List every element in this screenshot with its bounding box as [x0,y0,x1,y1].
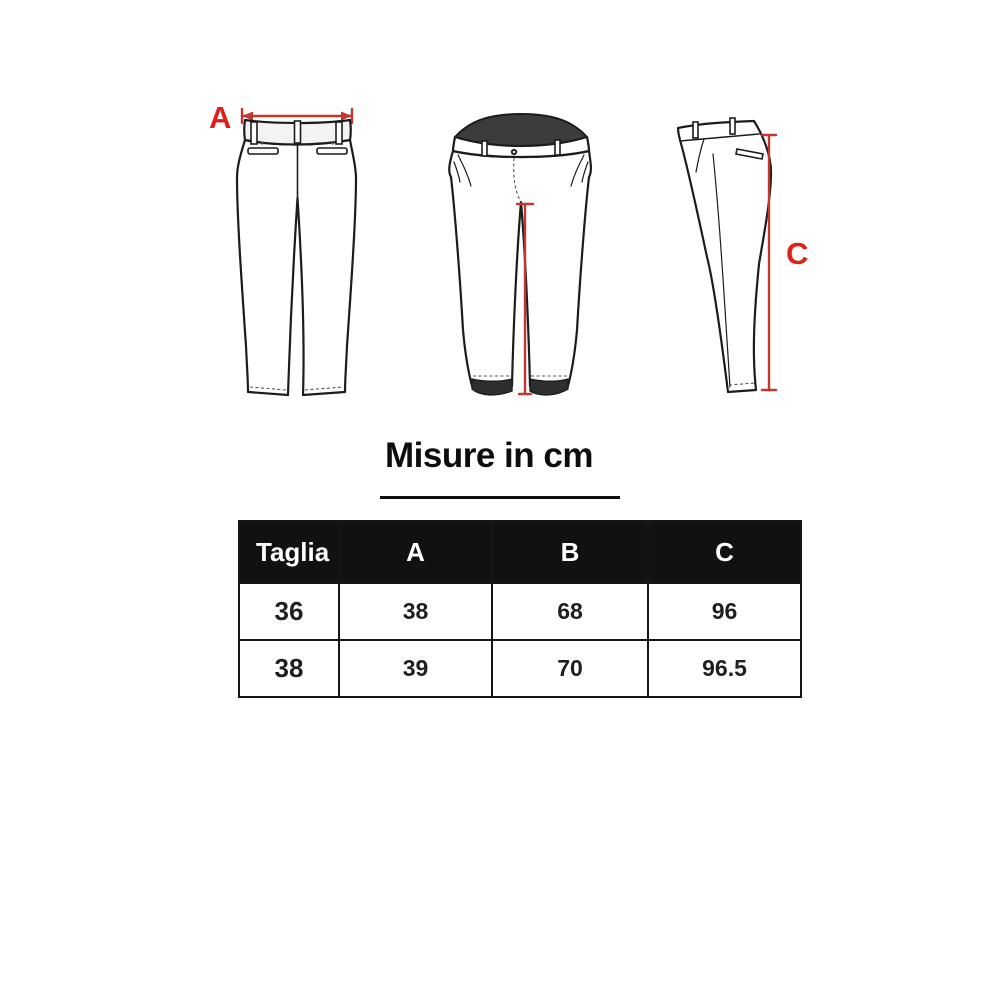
back-pocket-welt [248,148,278,154]
belt-loop [730,118,735,134]
title-underline [380,496,620,499]
back-pocket-welt [317,148,347,154]
pants-body [678,121,771,392]
pants-front-view-drawing [444,110,604,405]
header-c: C [648,521,801,583]
table-row [239,583,801,640]
table-row [239,640,801,697]
cell-a: 39 [339,640,492,697]
cell-size: 38 [239,640,339,697]
size-table [238,520,802,698]
cell-c: 96 [648,583,801,640]
cell-b: 68 [492,583,648,640]
cell-a: 38 [339,583,492,640]
header-a: A [339,521,492,583]
measurement-label-a: A [209,100,232,135]
belt-loop [482,141,487,156]
cell-size: 36 [239,583,339,640]
belt-loop [295,121,301,143]
header-b: B [492,521,648,583]
cell-c: 96.5 [648,640,801,697]
cell-b: 70 [492,640,648,697]
pants-body [237,140,356,395]
table-header-row [239,521,801,583]
header-taglia: Taglia [239,521,339,583]
belt-loop [251,122,257,144]
leg-hem [530,379,568,395]
pants-back-view-drawing [216,106,366,406]
belt-loop [336,122,342,144]
page-title: Misure in cm [385,436,593,475]
waist-button-hole [513,151,515,153]
pants-side-view-drawing [668,112,818,402]
measurement-label-c: C [786,236,809,271]
belt-loop [693,122,698,138]
leg-hem [472,379,512,395]
belt-loop [555,140,560,155]
